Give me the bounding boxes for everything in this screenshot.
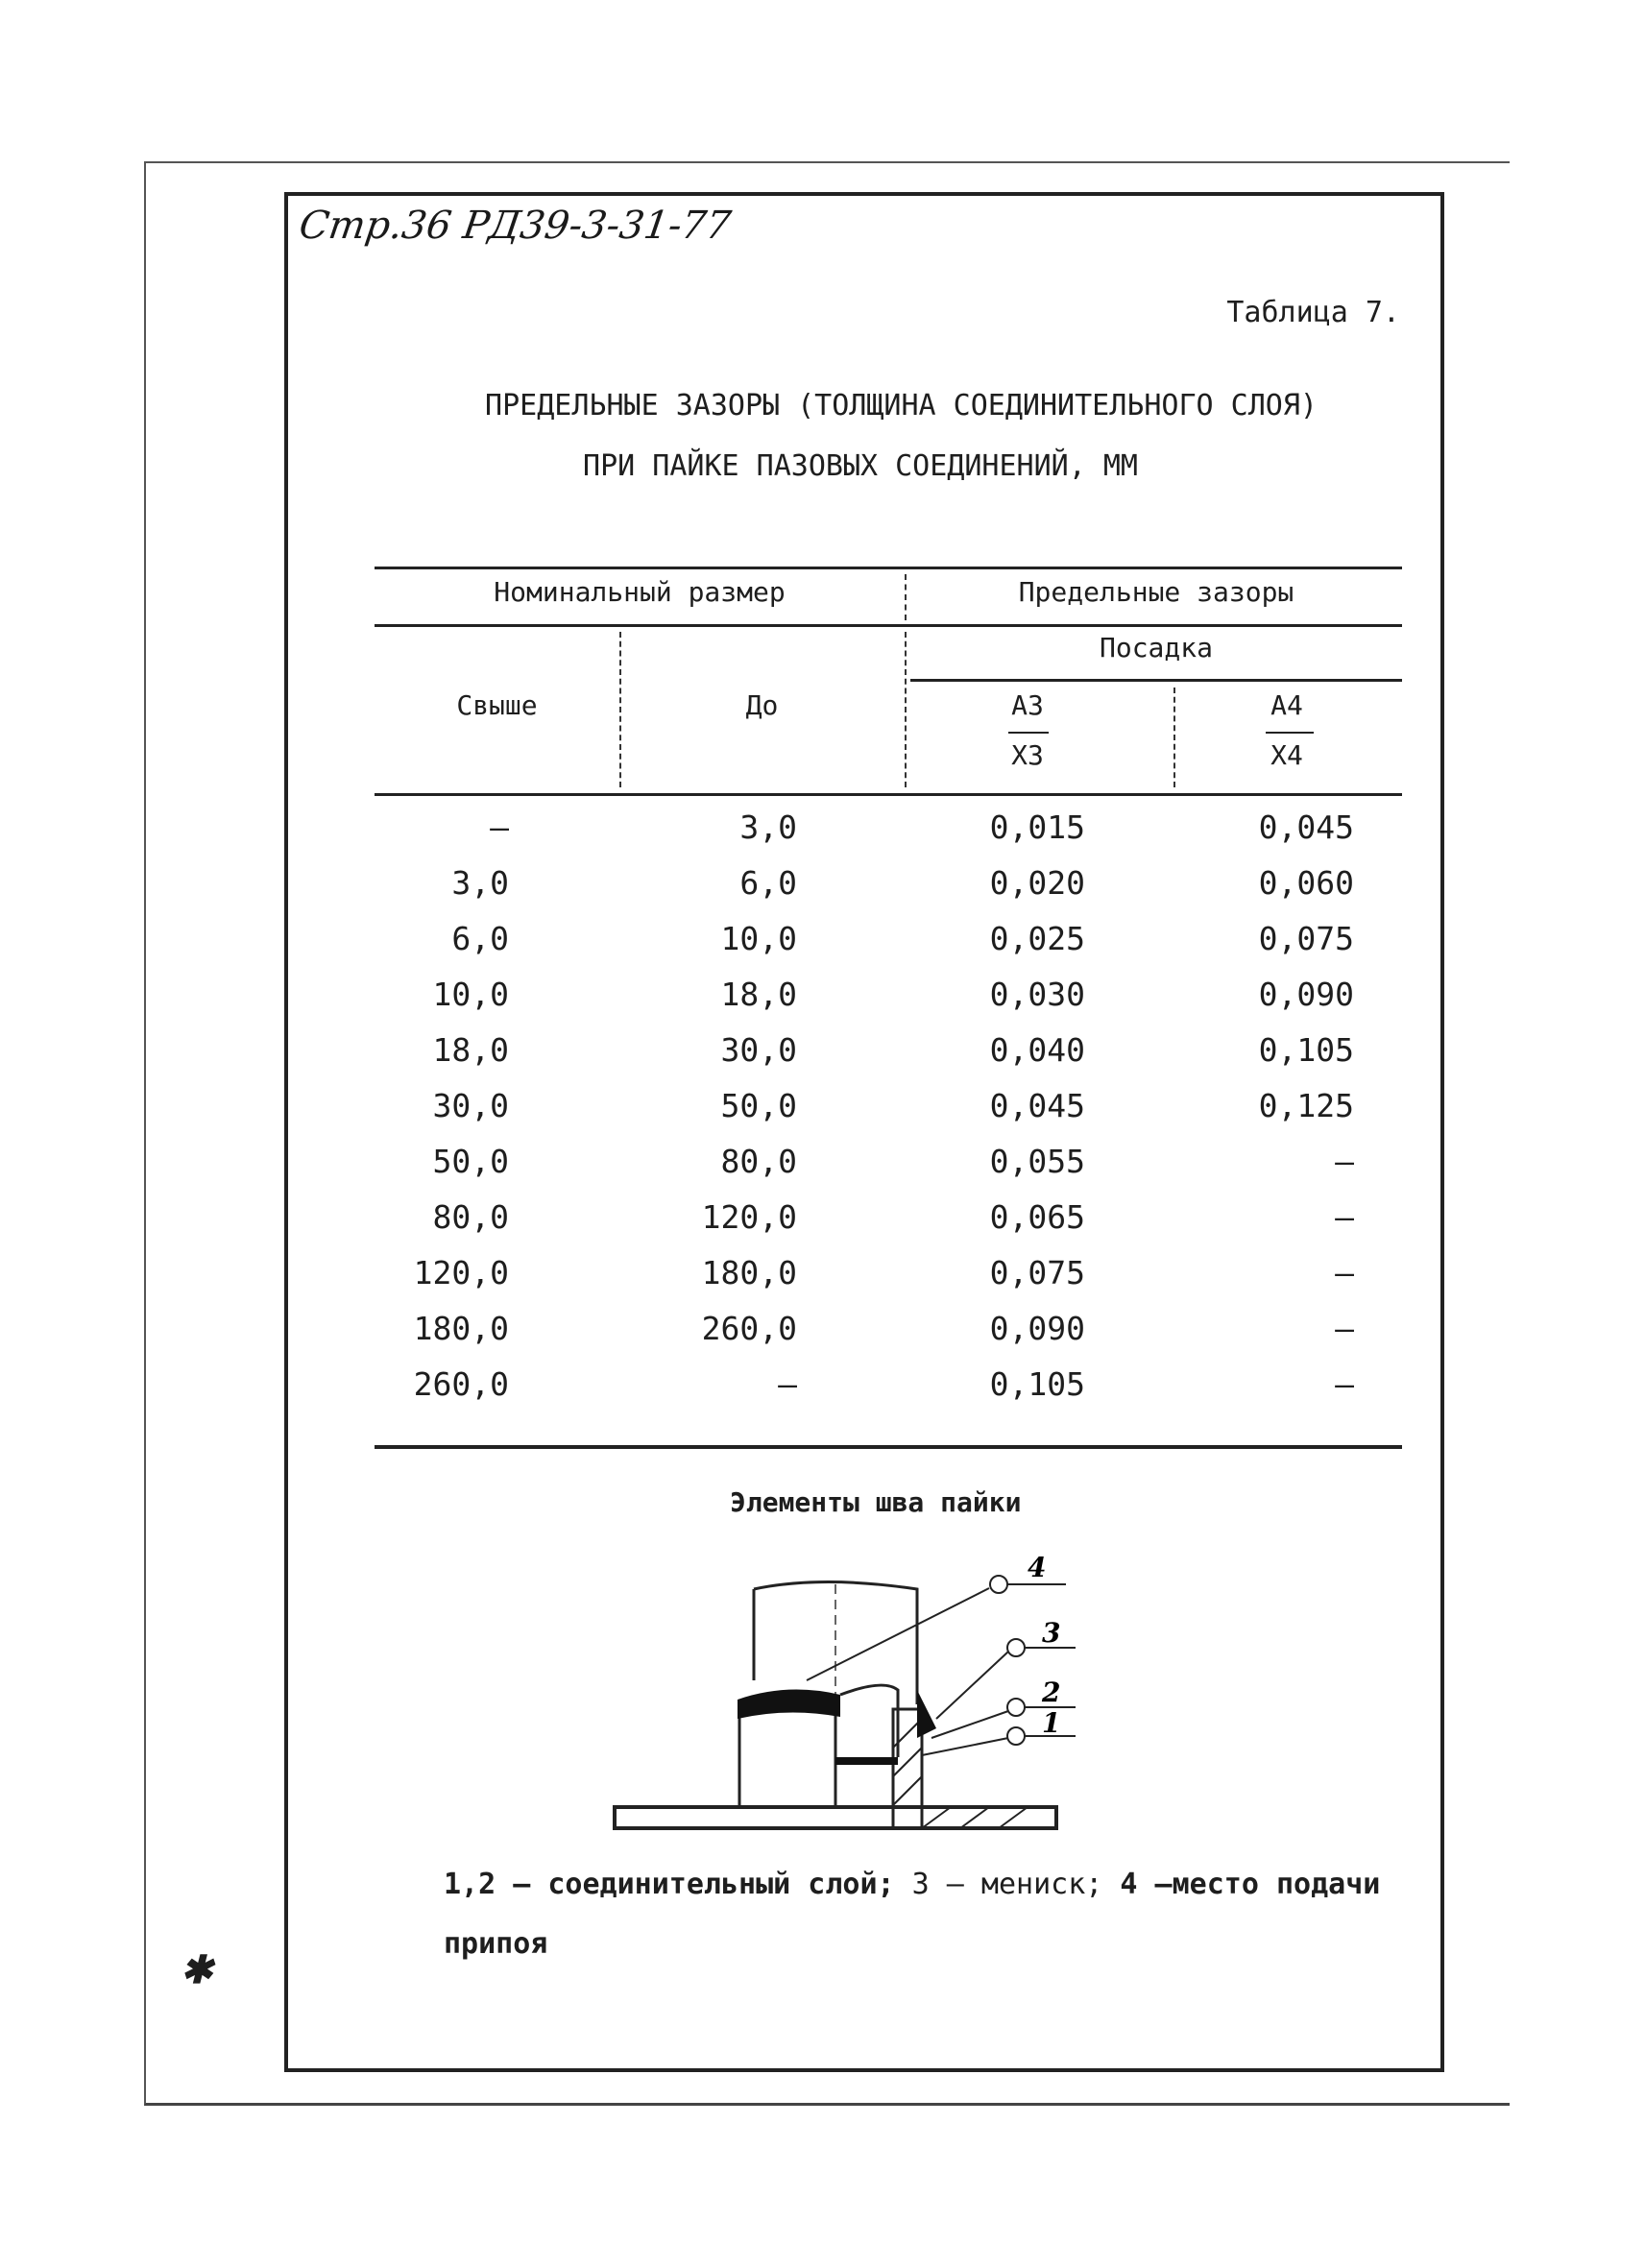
cell-upto: 50,0 <box>720 1087 797 1124</box>
cell-upto: 120,0 <box>701 1198 797 1236</box>
figure-label-3: 3 <box>1042 1617 1061 1649</box>
cell-a3: 0,045 <box>989 1087 1085 1124</box>
cell-a4: – <box>1335 1365 1354 1403</box>
fraction-line-a3 <box>1008 732 1049 734</box>
cell-over: 120,0 <box>413 1254 509 1291</box>
figure-title: Элементы шва пайки <box>730 1486 1022 1518</box>
cell-over: 10,0 <box>432 976 509 1013</box>
cell-a4: 0,090 <box>1258 976 1354 1013</box>
figure-caption <box>444 1855 1385 1974</box>
cell-upto: 6,0 <box>739 864 797 902</box>
table-bottom-rule <box>375 1445 1402 1449</box>
header-nominal-size: Номинальный размер <box>494 576 786 608</box>
cell-a3: 0,090 <box>989 1310 1085 1347</box>
header-separator-a3-a4 <box>1173 688 1175 787</box>
cell-a3: 0,025 <box>989 920 1085 957</box>
cell-a3: 0,015 <box>989 808 1085 846</box>
cell-upto: 80,0 <box>720 1143 797 1180</box>
cell-a4: 0,060 <box>1258 864 1354 902</box>
header-over: Свыше <box>456 689 538 721</box>
caption-part-4: припоя <box>444 1927 548 1961</box>
cell-a4: 0,045 <box>1258 808 1354 846</box>
cell-over: 30,0 <box>432 1087 509 1124</box>
header-bottom-rule <box>375 793 1402 796</box>
cell-a4: – <box>1335 1143 1354 1180</box>
figure-label-2: 2 <box>1042 1677 1061 1708</box>
cell-upto: 30,0 <box>720 1031 797 1069</box>
cell-upto: 10,0 <box>720 920 797 957</box>
cell-a3: 0,020 <box>989 864 1085 902</box>
cell-over: 3,0 <box>451 864 509 902</box>
cell-upto: 180,0 <box>701 1254 797 1291</box>
fraction-line-a4 <box>1266 732 1314 734</box>
header-x3: Х3 <box>1011 739 1044 771</box>
cell-a4: – <box>1335 1198 1354 1236</box>
corner-mark: ✱ <box>181 1947 213 1992</box>
caption-part-1: 1,2 – соединительный слой; <box>444 1868 895 1901</box>
cell-upto: – <box>778 1365 797 1403</box>
cell-upto: 18,0 <box>720 976 797 1013</box>
cell-over: 80,0 <box>432 1198 509 1236</box>
header-limit-gaps: Предельные зазоры <box>1018 576 1294 608</box>
header-x4: Х4 <box>1270 739 1303 771</box>
cell-a3: 0,065 <box>989 1198 1085 1236</box>
meniscus <box>917 1690 936 1738</box>
figure-label-4: 4 <box>1028 1556 1047 1583</box>
cell-over: 18,0 <box>432 1031 509 1069</box>
cell-over: 180,0 <box>413 1310 509 1347</box>
cell-upto: 260,0 <box>701 1310 797 1347</box>
header-upto: До <box>745 689 779 721</box>
header-a4: А4 <box>1270 689 1303 721</box>
solder-layer-top <box>738 1690 840 1719</box>
table-top-rule <box>375 567 1402 569</box>
cell-over: 6,0 <box>451 920 509 957</box>
cell-a3: 0,105 <box>989 1365 1085 1403</box>
header-separator-main <box>905 632 907 787</box>
header-separator-main-top <box>905 574 907 620</box>
cell-a3: 0,055 <box>989 1143 1085 1180</box>
cell-a3: 0,040 <box>989 1031 1085 1069</box>
cell-upto: 3,0 <box>739 808 797 846</box>
cell-a3: 0,075 <box>989 1254 1085 1291</box>
page-reference: Стр.36 РД39-3-31-77 <box>296 204 734 248</box>
cell-a4: 0,105 <box>1258 1031 1354 1069</box>
soldering-seam-diagram <box>605 1556 1104 1844</box>
cell-over: 50,0 <box>432 1143 509 1180</box>
cell-a4: – <box>1335 1254 1354 1291</box>
header-a3: А3 <box>1011 689 1044 721</box>
header-rule-1 <box>375 624 1402 627</box>
header-fit: Посадка <box>1099 632 1213 664</box>
table-title-line-1: ПРЕДЕЛЬНЫЕ ЗАЗОРЫ (ТОЛЩИНА СОЕДИНИТЕЛЬНОГО СЛОЯ) <box>485 389 1318 422</box>
cell-a4: 0,125 <box>1258 1087 1354 1124</box>
caption-part-2: 3 – мениск; <box>911 1868 1103 1901</box>
solder-layer-bottom <box>835 1757 898 1765</box>
figure-label-1: 1 <box>1042 1707 1061 1739</box>
cell-a3: 0,030 <box>989 976 1085 1013</box>
header-rule-fit <box>910 679 1402 682</box>
caption-part-3: 4 –место подачи <box>1120 1868 1381 1901</box>
table-number: Таблица 7. <box>1226 296 1400 329</box>
base-plate <box>615 1807 1056 1828</box>
cell-over: – <box>490 808 509 846</box>
cell-a4: 0,075 <box>1258 920 1354 957</box>
cell-a4: – <box>1335 1310 1354 1347</box>
cell-over: 260,0 <box>413 1365 509 1403</box>
table-title-line-2: ПРИ ПАЙКЕ ПАЗОВЫХ СОЕДИНЕНИЙ, ММ <box>583 449 1138 483</box>
